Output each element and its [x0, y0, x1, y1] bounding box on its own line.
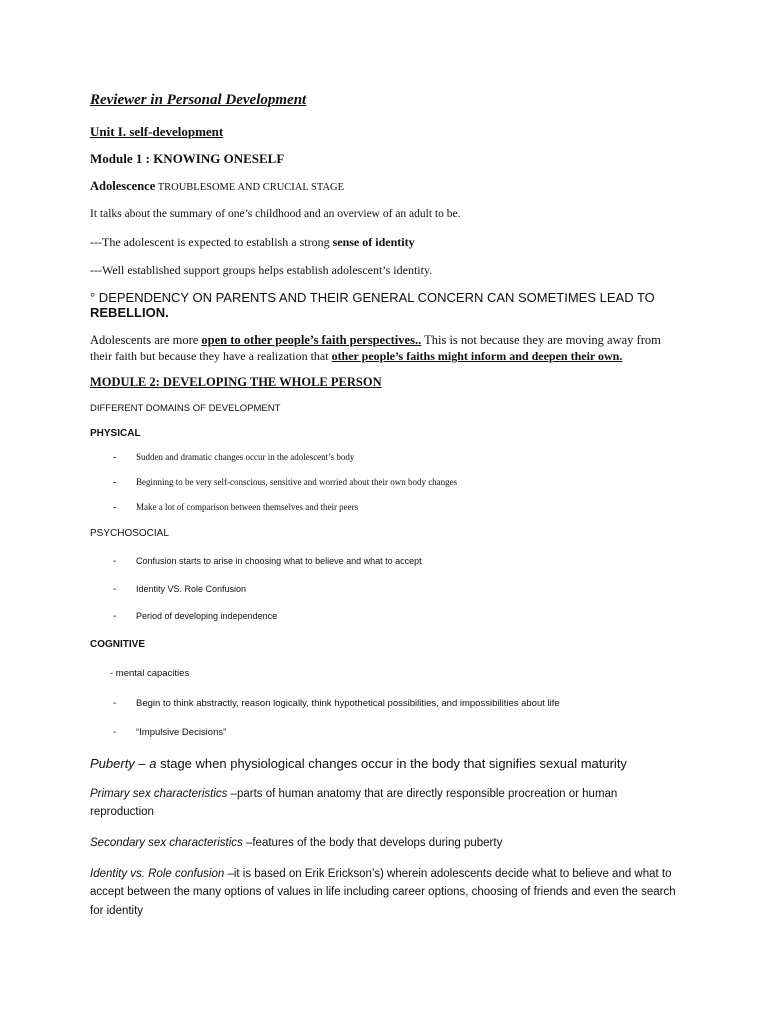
cognitive-item-2: “Impulsive Decisions”	[136, 727, 227, 738]
identity-role-definition-line-2: accept between the many options of values in life including career options, choosing of friends and even the search	[90, 886, 676, 898]
identity-role-definition-line-3: for identity	[90, 905, 144, 917]
physical-heading: PHYSICAL	[90, 428, 141, 439]
support-line: ---Well established support groups helps establish adolescent’s identity.	[90, 263, 433, 277]
adolescence-line	[90, 179, 344, 194]
identity-role-text-1: –it is based on Erik Erickson’s) wherein adolescents decide what to believe and what to	[224, 868, 672, 880]
mental-capacities: - mental capacities	[110, 668, 190, 679]
cognitive-heading: COGNITIVE	[90, 639, 146, 650]
primary-definition-line-2: reproduction	[90, 806, 154, 818]
bullet-dash: -	[113, 727, 117, 738]
secondary-text: –features of the body that develops during puberty	[242, 837, 503, 849]
adolescence-term: Adolescence	[90, 179, 156, 193]
bullet-dash: -	[113, 502, 117, 513]
faith-text-1: Adolescents are more	[90, 333, 202, 347]
faith-bold-2: other people’s faiths might inform and deepen their own.	[331, 349, 623, 363]
secondary-definition	[90, 837, 502, 849]
bullet-dash: -	[113, 584, 117, 595]
identity-role-definition-line-1	[90, 868, 672, 880]
identity-bold: sense of identity	[332, 235, 415, 249]
puberty-text: stage when physiological changes occur in the body that signifies sexual maturity	[156, 756, 627, 771]
identity-line	[90, 235, 415, 250]
psychosocial-item-1: Confusion starts to arise in choosing what to believe and what to accept	[136, 556, 422, 566]
psychosocial-item-2: Identity VS. Role Confusion	[136, 584, 247, 594]
bullet-dash: -	[113, 611, 117, 622]
identity-text: ---The adolescent is expected to establish a strong	[90, 235, 333, 249]
cognitive-item-1: Begin to think abstractly, reason logically, think hypothetical possibilities, and impossibilities about life	[136, 698, 560, 709]
puberty-definition	[90, 756, 627, 771]
dependency-line-2: REBELLION.	[90, 305, 169, 320]
module-1-heading: Module 1 : KNOWING ONESELF	[90, 151, 285, 166]
physical-item-2: Beginning to be very self-conscious, sensitive and worried about their own body changes	[136, 477, 458, 487]
module-2-heading: MODULE 2: DEVELOPING THE WHOLE PERSON	[90, 375, 382, 389]
unit-heading: Unit I. self-development	[90, 124, 224, 139]
dependency-line-1: ° DEPENDENCY ON PARENTS AND THEIR GENERAL CONCERN CAN SOMETIMES LEAD TO	[90, 290, 655, 305]
faith-bold-1: open to other people’s faith perspectives..	[201, 333, 422, 347]
psychosocial-item-3: Period of developing independence	[136, 611, 278, 621]
primary-term: Primary sex characteristics	[90, 788, 228, 800]
bullet-dash: -	[113, 556, 117, 567]
bullet-dash: -	[113, 452, 117, 463]
physical-item-1: Sudden and dramatic changes occur in the adolescent’s body	[136, 452, 355, 462]
secondary-term: Secondary sex characteristics	[90, 837, 243, 849]
faith-line-2	[90, 349, 622, 364]
bullet-dash: -	[113, 477, 117, 488]
document-title: Reviewer in Personal Development	[90, 92, 307, 108]
faith-line-1	[90, 333, 661, 348]
primary-definition-line-1	[90, 788, 617, 800]
domains-heading: DIFFERENT DOMAINS OF DEVELOPMENT	[90, 403, 281, 414]
psychosocial-heading: PSYCHOSOCIAL	[90, 528, 169, 539]
physical-item-3: Make a lot of comparison between themselves and their peers	[136, 502, 359, 512]
primary-text-1: –parts of human anatomy that are directly responsible procreation or human	[227, 788, 618, 800]
faith-text-2: This is not because they are moving away from	[421, 333, 661, 347]
summary-line: It talks about the summary of one’s childhood and an overview of an adult to be.	[90, 208, 461, 220]
puberty-term: Puberty – a	[90, 756, 157, 771]
identity-role-term: Identity vs. Role confusion	[90, 868, 225, 880]
faith-text-3: their faith but because they have a realization that	[90, 349, 332, 363]
bullet-dash: -	[113, 698, 117, 709]
adolescence-desc: TROUBLESOME AND CRUCIAL STAGE	[155, 182, 345, 193]
